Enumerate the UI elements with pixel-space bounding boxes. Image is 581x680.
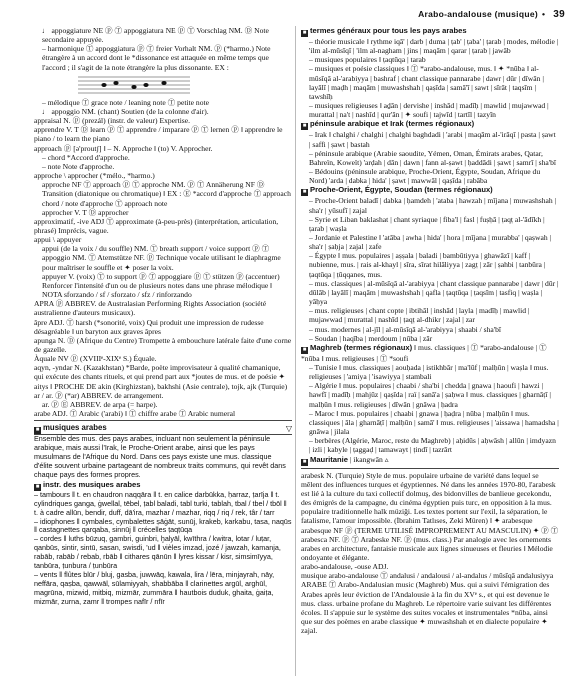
left-entry: – harmonique Ⓣ appoggiatura ⓟ Ⓣ freier Vorhalt NM. ⓟ (*harmo.) Note étrangère à un accord dont le *dissonance est attaquée en même temps que l'accord ; il s'agit de la note étrangère la plus dissonante. EX :: [42, 44, 271, 72]
right-heading: ■ Proche-Orient, Égypte, Soudan (termes régionaux): [302, 185, 493, 196]
column-divider: [295, 26, 296, 676]
right-paragraph: arabesk N. (Turquie) Style de mus. populaire urbaine de variété dans lequel se mêlent des influences turques et égyptiennes. Né dans les années 1970-80, l'arabesk est lié à la culture du taxi collectif dolmuş, des bidonvilles de banlieue gecekondu, des émigrés de la campagne, du cinéma égyptien puis turc, en opposition à la mus. populaire traditionnelle halk müziği. Les textes portent sur l'exil, la séparation, le fatalisme, l'amour impossible. (İbrahim Tatlıses, Zeki Müren) ‖ ✦ arabesque: [301, 470, 556, 526]
right-entry: – Bédouins (péninsule arabique, Proche-Orient, Égypte, Soudan, Afrique du Nord) 'arda | dabka | hida' | ṣawt | mawwāl | qaṣīda | rabāba: [309, 167, 541, 186]
right-entries: [301, 26, 559, 466]
right-paragraph: arabo-andalouse, -ouse ADJ.: [301, 562, 389, 572]
page-number: 39: [553, 8, 565, 20]
note-head: [131, 85, 136, 89]
box-entry: – cordes ‖ luths būzuq, gambri, guinbri, ḫalyāl, kwīthra / kwitra, lotar / luṭar, qanbūs, sintir, sintū, sasan, swisdi, 'ud ‖ vièles imzad, jozé / jawzah, kamanja, rabāb, rabāb / rebab, rbāb ‖ cithares qānūn ‖ lyres kissar / kisr, simsimīyya, tanbūra, ṭunbura / ṭunbūra: [34, 534, 281, 571]
right-entry: – péninsule arabique (Arabie saoudite, Yémen, Oman, Émirats arabes, Qatar, Bahreïn, Koweït) 'arḍah | dān | dawn | fann al-ṣawt | ḥaddādi | ṣawt | samrī | sha'bī: [309, 148, 557, 167]
left-entry: approximatif, -ive ADJ Ⓣ approximate (à-peu-près) (interprétation, articulation, phrasé) Imprécis, vague.: [34, 216, 279, 235]
music-staff-example: [74, 73, 194, 97]
right-entry: – Algérie ‖ mus. populaires | chaabi / sha'bi | chedda | gnawa | haoufi | hawzi | hawfī | madīḥ | mahjūz | qaṣīda | raï | sanā'a | ṣaḥwa ‖ mus. classiques | gharnāṭī | malḥūn ‖ mus. religieuses | dīwān | gnāwa | ḥadra: [309, 381, 551, 409]
left-entry: approcher V. T Ⓓ approcher: [42, 207, 129, 217]
right-entry: – berbères (Algérie, Maroc, reste du Maghreb) | aḥidūs | aḥwāsh | allūn | imdyazn | izli | kabyle | ṭaggaḍ | tamawayt | ṭindī | tazrārt: [309, 436, 556, 455]
right-entry: [301, 119, 559, 130]
right-entry: – mus. religieuses | chant copte | ibtihāl | inshād | layla | madīḥ | mawlid | mujawwad | murattal | nashīd | ṭaqṭ al-dhikr | zajal | zar: [309, 306, 530, 325]
square-icon: ■: [302, 123, 307, 130]
left-entry: approach ⓟ [ə'proutʃ] ‖ – N. Approche ‖ (to) V. Approcher.: [34, 143, 213, 153]
left-entry: arabe ADJ. Ⓣ Arabic ('arabi) ‖ Ⓣ chiffre arabe Ⓣ Arabic numeral: [34, 409, 236, 419]
right-entry: – Soudan | haqība | merdoum | nūba | zār: [309, 333, 433, 343]
left-entry: Àquale NV ⓟ (XVIIIᵉ-XIXᵉ S.) Équale.: [34, 354, 157, 364]
square-icon: ■: [302, 189, 307, 196]
right-heading: ■ Mauritanie: [302, 454, 348, 465]
left-entry: APRA ⓟ ABBREV. de Australasian Performing Rights Association (société australienne d'auteurs musicaux).: [34, 299, 267, 318]
right-entry: – musiques et poésie classiques ‖ Ⓣ *arabo-andalouse, mus. ‖ ✦ *nūba ‖ al-mūsīqā al-'arabiyya | bashraf | chant classique pannarabe | dawr | dūr | dīwān | layālī | maḍh | maqām | muwashshah | qaṣīda | samā'ī | sawt | sīrāt | taqsīm | tawshīḥ: [309, 64, 544, 101]
square-icon: ■: [35, 483, 40, 490]
right-entry: [301, 26, 559, 37]
header-bullet: •: [541, 9, 546, 19]
left-entries: [34, 26, 292, 418]
left-entry: approche \ approcher (*mélo., *harmo.): [34, 171, 155, 181]
right-entry: – Irak ‖ chalghi / chalghi | chalghi baghdadi | 'arabi | maqām al-'irāqī | pasta | ṣawt | saffi | ṣawt | bastah: [309, 130, 556, 149]
left-entry: – mélodique Ⓣ grace note / leaning note Ⓣ petite note: [42, 97, 210, 107]
box-intro: Ensemble des mus. des pays arabes, incluant non seulement la péninsule arabique, mais aussi l'Irak, le Proche-Orient arabe, ainsi que les pays musulmans de l'Afrique du Nord. Dans ces pays existe une mus. classique d'élite souvent urbaine partageant de nombreux traits communs, qui revêt dans chaque pays des formes propres.: [34, 434, 286, 479]
right-entry: – musiques populaires ‖ ṭaqtūqa | tarab: [309, 55, 426, 65]
right-entry: – Maroc ‖ mus. populaires | chaabi | gnawa | ḥaḍra | nūba | malḥūn ‖ mus. classiques | āla | gharnāṭī | malḥūn | samā' ‖ mus. religieuses | 'aissawa | hamadsha | gnāwa | jilala: [309, 408, 559, 437]
right-column: [301, 26, 559, 676]
box-title: musiques arabes: [43, 423, 107, 433]
square-icon: ■: [302, 458, 307, 465]
left-column: [34, 26, 292, 676]
left-entry: appraisal N. ⓟ (prezál) (instr. de valeur) Expertise.: [34, 116, 191, 126]
note-head: [143, 83, 148, 87]
note-head: [161, 81, 166, 85]
left-entry: ar / ar. ⓟ (*ar) ABBREV. de arrangement.: [34, 390, 164, 400]
running-title: Arabo-andalouse (musique): [418, 9, 538, 19]
left-entry: apunga N. Ⓓ (Afrique du Centre) Trompette à embouchure latérale faite d'une corne de gazelle.: [34, 335, 292, 354]
right-entry: – théorie musicale ‖ rythme iqā' | darb | duma | ṭab' | ṭaba' | ṭarab | modes, mélodie | 'ilm al-mūsīqī | 'ilm al-nagham | jins | maqām | qarar | ṭarab | jawāb: [309, 37, 559, 56]
right-entry: – Tunisie ‖ mus. classiques | aouḥada | istikhbār | ma'lūf | malḥūn | waṣla ‖ mus. religieuses | 'amiya | 'isawiyya | stambali: [309, 363, 549, 382]
box-entries: [34, 491, 292, 607]
right-entry: ■ Mauritanie | ikangwān ▵: [302, 454, 389, 465]
right-entry: [301, 185, 559, 196]
right-entry: – Égypte ‖ mus. populaires | aṣṣala | baladi | bambūtiyya | ghawāzī | kaff | nubienne, mus. | rais al-khayl | sīra, sīrat hilāliyya | zagṭ | zār | ṣahbi | tanbūra | ṭaqtūqa | ṭūqqanes, mus.: [309, 251, 546, 279]
right-heading: ■ termes généraux pour tous les pays arabes: [302, 26, 467, 36]
left-entry: appui (de la voix / du souffle) NM. Ⓣ breath support / voice support ⓟ Ⓣ appoggio NM. Ⓣ Atemstütze NF. ⓟ Technique vocale utilisant le diaphragme pour maîtriser le souffle et ✦ poser la voix.: [42, 244, 281, 272]
left-entry: ♩ appoggio NM. (chant) Soutien (de la colonne d'air).: [42, 106, 209, 116]
right-paragraph: arabesque NF ⓟ (TERME UTILISÉ IMPROPREMENT AU MASCULIN) ✦ ⓟ Ⓣ arabesca NF. ⓟ Ⓣ Arabeske NF. ⓟ (mus. class.) Par analogie avec les ornements arabes en architecture, fantaisie musicale aux lignes sinueuses et fleuries ‖ Mélodie ondoyante et élégante.: [301, 525, 559, 562]
left-entry: ar. ⓟ Ⓔ ABBREV. de arpa (= harpe).: [42, 399, 158, 409]
left-entry: ♩ appoggiature NE ⓟ Ⓣ appoggiatura NE ⓟ Ⓣ Vorschlag NM. Ⓓ Note secondaire appuyée.: [42, 26, 269, 45]
left-entry: – note Note d'approche.: [42, 161, 115, 171]
right-entry: – Jordanie et Palestine ‖ 'atāba | awha | hida' | hora | mījana | murabba' | qaṣwah | sha'r | ṣaḥja | zajal | zafe: [309, 232, 552, 252]
right-entry: – Syrie et Liban baklashat | chant syriaque | fiba'l | fasl | fuṣḥā | ṭaqṭ al-'ādīkh | ṭarab | waṣla: [309, 214, 545, 233]
right-entry: – Proche-Orient baladī | dabka | ḥamdeh | 'ataba | hawzah | mījana | muwashshah | sha'r | yūsufī | zajal: [309, 196, 557, 215]
left-entry: – chord *Accord d'approche.: [42, 152, 130, 162]
right-entry: ■ Maghreb (termes régionaux) ‖ mus. classiques | Ⓣ *arabo-andalouse | Ⓣ *nūba ‖ mus. religieuses | Ⓣ *soufi: [301, 342, 547, 363]
square-icon: ■: [302, 346, 307, 353]
square-icon: ■: [35, 427, 40, 434]
box-entry: – vents ‖ flûtes blūr / bluj, gasba, juwwāq, kawala, lira / lēra, minjayrah, nāy, neffāra, qaṣba, qawwāl, sūlamiyyah, shabbāba ‖ clarinettes argūl, arghūl, magrūna, mizwid, mitbiq, mizmār, zummāra ‖ hautbois duduk, ghaita, ġaiṭa, mizmār, zurna, zamr ‖ trompes nafīr / nfīr: [34, 569, 275, 606]
box-bottom-rule: [301, 468, 559, 469]
box-subhead: ■ instr. des musiques arabes: [35, 479, 141, 490]
left-entry: approche NF Ⓣ approach ⓟ Ⓣ approche NM. ⓟ Ⓣ Annäherung NF Ⓓ Transition (diatonique ou chromatique) ‖ EX : Ⓔ *accord d'approche Ⓣ approach chord / note d'approche Ⓣ approach note: [42, 180, 291, 208]
box-entry: – tambours ‖ t. en chaudron naqqāra ‖ t. en calice darbūkka, ḥarraz, ṭarīja ‖ t. cylindriques ganga, ġwellal, tēbel, ṭabl baladi, tabl turki, tablah, tbal / tbel / tbōl ‖ t. à cadre allūn, bendir, duff, dā'ira, mazhar / mazhar, riqq / riq / rek, târ / tarr: [34, 489, 287, 517]
left-entry: appuyer V. (voix) Ⓣ to support ⓟ Ⓣ appoggiare ⓟ Ⓣ stützen ⓟ (accentuer) Renforcer l'intensité d'un ou de plusieurs notes dans une phrase mélodique ‖ NOTA sforzando / sf / sforzato / sfz / rinforzando: [42, 271, 280, 300]
right-paragraph: musique arabo-andalouse Ⓣ andalusi / andalousi / al-andalus / mūsīqā andalusiyya ARABE Ⓣ Arabo-Andalusian music (Maghreb) Mus. qui a suivi l'émigration des Arabes après leur éviction de l'Andalousie à la fin du XVᵉ s., et qui est devenue le mus. class. urbaine profane du Maghreb. Le répertoire varie suivant les différentes écoles. Il s'appuie sur le système des suites vocales et instrumentales *nūba, ainsi que sur des poèmes en arabe classique ✦ muwashshah et en dialecte populaire ✦ zajal.: [301, 571, 554, 636]
note-head: [101, 83, 106, 87]
triangle-down-icon: ▽: [285, 424, 292, 434]
right-entry: – mus. classiques | al-mūsīqā al-'arabiyya | chant classique pannarabe | dawr | dūr | dūlāb | layālī | maqām | muwashshah | qafla | ṭaqtūqa | ṭaqsīm | tasfiq | waṣla | yāḥya: [309, 278, 559, 307]
right-entry: – mus. modernes | al-jīl | al-mūsīqā al-'arabiyya | shaabi / sha'bī: [309, 324, 502, 334]
square-icon: ■: [302, 30, 307, 36]
left-entry: appui \ appuyer: [34, 235, 82, 245]
left-entry: âpre ADJ. Ⓣ harsh (*sonorité, voix) Qui produit une impression de rudesse désagréable ‖ un baryton aux graves âpres: [34, 317, 264, 336]
box-entry: – idiophones ‖ cymbales, cymbalettes ṣāġāt, sunūj, krakeb, karkabu, tasa, naqūs ‖ castagnettes qarqaba, sinnūj ‖ crécelles ṭaqṭūqa: [34, 516, 292, 535]
left-entry: aqyn, -yndar N. (Kazakhstan) *Barde, poète improvisateur à qualité chamanique, qui exécute des chants rituels, et qui prend part aux *joutes de mus. et de poésie ✦ aitys ‖ PROCHE DE akin (Kirghizstan), bakhshi (Asie centrale), tojk, ajk (Turquie): [34, 363, 288, 391]
right-heading: ■ péninsule arabique et Irak (termes régionaux): [302, 119, 475, 130]
note-head: [113, 81, 118, 85]
box-top-rule: [34, 420, 292, 421]
right-heading: ■ Maghreb (termes régionaux): [302, 342, 413, 353]
right-paragraphs: [301, 471, 559, 636]
right-entry: – musiques religieuses ‖ aḏān | dervishe | inshād | madīḥ | mawlid | mujawwad | murattal | na't | nashīd | qur'ān | ✦ soufi | tajwīd | tartīl | tazyīn: [309, 101, 549, 120]
left-entry: apprendre V. T Ⓓ learn ⓟ Ⓣ apprendre / imparare ⓟ Ⓣ lernen ⓟ ‖ apprendre le piano / to learn the piano: [34, 125, 283, 144]
page-header: [30, 6, 565, 22]
